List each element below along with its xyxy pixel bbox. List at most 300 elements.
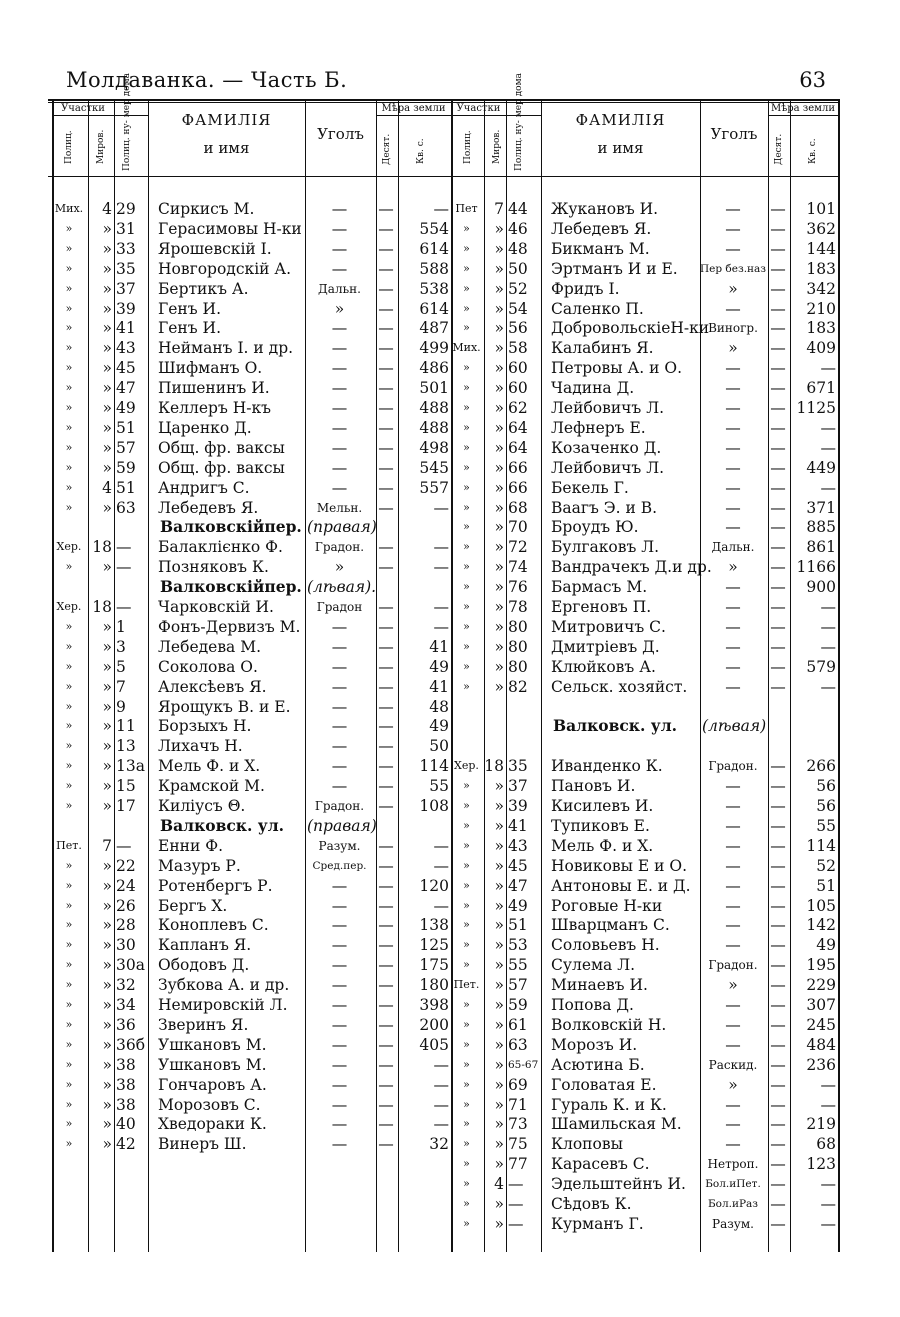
- left-num-cell: 37: [116, 280, 136, 298]
- right-num-cell: 70: [508, 518, 528, 536]
- left-num-cell: 1: [116, 618, 126, 636]
- page-number: 63: [799, 68, 826, 92]
- left-mir-cell: »: [102, 240, 112, 258]
- right-pol-cell: »: [463, 1137, 470, 1150]
- left-pol-cell: »: [65, 321, 73, 334]
- right-mir-cell: »: [494, 220, 504, 238]
- left-num-cell: 57: [116, 439, 136, 457]
- table-row: [0, 995, 900, 1015]
- left-corner-cell: —: [331, 339, 348, 357]
- left-des-cell: —: [378, 797, 394, 815]
- right-header-surname: ФАМИЛІЯ: [575, 111, 666, 129]
- right-num-cell: 77: [508, 1155, 528, 1173]
- right-corner-cell: Бол.иРаз: [707, 1198, 759, 1210]
- right-des-cell: —: [770, 1056, 786, 1074]
- right-num-cell: 68: [508, 499, 528, 517]
- table-row: [0, 657, 900, 677]
- left-corner-cell: Разум.: [318, 839, 361, 853]
- left-des-cell: —: [378, 1096, 394, 1114]
- left-name-cell: Келлеръ Н-къ: [158, 399, 272, 417]
- left-kv-cell: 120: [419, 877, 449, 895]
- right-pol-cell: Пет: [455, 202, 478, 215]
- right-kv-cell: 362: [806, 220, 836, 238]
- left-name-cell: Генъ И.: [158, 300, 221, 318]
- right-corner-cell: —: [725, 797, 741, 815]
- right-kv-cell: —: [820, 1215, 836, 1233]
- left-name-cell: Общ. фр. ваксы: [158, 459, 285, 477]
- right-des-cell: —: [770, 419, 786, 437]
- left-corner-cell: —: [331, 359, 348, 377]
- right-mir-cell: »: [494, 558, 504, 576]
- left-pol-cell: »: [65, 739, 73, 752]
- left-kv-cell: —: [433, 598, 449, 616]
- right-pol-cell: »: [463, 540, 470, 553]
- left-num-cell: 41: [116, 319, 136, 337]
- right-kv-cell: —: [820, 359, 836, 377]
- left-name-cell: Царенко Д.: [158, 419, 252, 437]
- left-kv-cell: 557: [419, 479, 449, 497]
- left-kv-cell: —: [433, 1056, 449, 1074]
- right-num-cell: 57: [508, 976, 528, 994]
- table-row: [0, 756, 900, 776]
- left-name-cell: Фонъ-Дервизъ М.: [158, 618, 301, 636]
- right-pol-cell: »: [463, 302, 470, 315]
- right-corner-cell: Разум.: [712, 1217, 754, 1231]
- right-pol-cell: »: [463, 501, 470, 514]
- right-pol-cell: »: [463, 262, 470, 275]
- left-header-police: Полиц.: [64, 130, 74, 164]
- right-num-cell: 43: [508, 837, 528, 855]
- right-pol-cell: »: [463, 1078, 470, 1091]
- right-kv-cell: 51: [816, 877, 836, 895]
- left-pol-cell: »: [65, 262, 73, 275]
- left-mir-cell: »: [102, 678, 112, 696]
- right-name-cell: Новиковы Е и О.: [551, 857, 688, 875]
- right-name-cell: Бикманъ М.: [551, 240, 650, 258]
- table-row: [0, 338, 900, 358]
- right-pol-cell: »: [463, 1098, 470, 1111]
- right-kv-cell: —: [820, 598, 836, 616]
- table-row: [0, 876, 900, 896]
- right-corner-cell: Дальн.: [711, 540, 755, 554]
- table-row: [0, 1194, 900, 1214]
- right-mir-cell: 7: [494, 200, 504, 218]
- left-kv-cell: 200: [419, 1016, 449, 1034]
- right-street-cell: Валковск. ул.: [553, 716, 678, 735]
- left-corner-cell: —: [331, 1096, 348, 1114]
- right-mir-cell: »: [494, 658, 504, 676]
- right-des-cell: —: [770, 578, 786, 596]
- right-name-cell: Бекель Г.: [551, 479, 629, 497]
- left-name-cell: Немировскій Л.: [158, 996, 288, 1014]
- left-corner-cell: —: [331, 260, 348, 278]
- right-num-cell: 64: [508, 439, 528, 457]
- left-kv-cell: —: [433, 897, 449, 915]
- left-name-cell: Борзыхъ Н.: [158, 717, 252, 735]
- right-pol-cell: »: [463, 1197, 470, 1210]
- left-des-cell: —: [378, 538, 394, 556]
- left-name-cell: Алексѣевъ Я.: [158, 678, 267, 696]
- right-name-cell: Карасевъ С.: [551, 1155, 650, 1173]
- left-name-cell: Общ. фр. ваксы: [158, 439, 285, 457]
- left-name-cell: Винеръ Ш.: [158, 1135, 247, 1153]
- left-num-cell: 3: [116, 638, 126, 656]
- right-name-cell: Ваагъ Э. и В.: [551, 499, 658, 517]
- left-corner-cell: —: [331, 319, 348, 337]
- left-kv-cell: 108: [419, 797, 449, 815]
- left-num-cell: 51: [116, 419, 136, 437]
- right-num-cell: 80: [508, 618, 528, 636]
- right-pol-cell: »: [463, 680, 470, 693]
- right-corner-cell: »: [728, 558, 738, 576]
- left-mir-cell: »: [102, 618, 112, 636]
- right-kv-cell: 56: [816, 797, 836, 815]
- right-mir-cell: »: [494, 439, 504, 457]
- left-mir-cell: »: [102, 996, 112, 1014]
- right-mir-cell: »: [494, 976, 504, 994]
- right-name-cell: Антоновы Е. и Д.: [551, 877, 691, 895]
- right-corner-cell: »: [728, 280, 738, 298]
- right-pol-cell: »: [463, 282, 470, 295]
- table-row: [0, 955, 900, 975]
- right-mir-cell: »: [494, 479, 504, 497]
- left-pol-cell: »: [65, 1078, 73, 1091]
- right-kv-cell: —: [820, 419, 836, 437]
- left-header-surname: ФАМИЛІЯ: [181, 111, 272, 129]
- left-name-cell: Чарковскій И.: [158, 598, 274, 616]
- left-corner-cell: —: [331, 399, 348, 417]
- left-pol-cell: »: [65, 501, 73, 514]
- right-mir-cell: »: [494, 359, 504, 377]
- left-pol-cell: »: [65, 222, 73, 235]
- left-name-cell: Ободовъ Д.: [158, 956, 250, 974]
- right-des-cell: —: [770, 260, 786, 278]
- table-row: [0, 199, 900, 219]
- left-pol-cell: »: [65, 282, 73, 295]
- left-des-cell: —: [378, 598, 394, 616]
- left-pol-cell: »: [65, 1117, 73, 1130]
- right-corner-cell: Нетроп.: [707, 1157, 759, 1171]
- left-des-cell: —: [378, 717, 394, 735]
- right-pol-cell: »: [463, 918, 470, 931]
- right-name-cell: Чадина Д.: [551, 379, 635, 397]
- left-num-cell: 51: [116, 479, 136, 497]
- left-num-cell: 36: [116, 1016, 136, 1034]
- right-name-cell: Ергеновъ П.: [551, 598, 652, 616]
- left-name-cell: Капланъ Я.: [158, 936, 252, 954]
- right-pol-cell: »: [463, 321, 470, 334]
- right-des-cell: —: [770, 678, 786, 696]
- right-kv-cell: 484: [806, 1036, 836, 1054]
- right-des-cell: —: [770, 638, 786, 656]
- table-row: [0, 318, 900, 338]
- left-mir-cell: »: [102, 877, 112, 895]
- right-num-cell: 62: [508, 399, 528, 417]
- right-name-cell: Бармасъ М.: [551, 578, 648, 596]
- right-kv-cell: 68: [816, 1135, 836, 1153]
- left-pol-cell: »: [65, 401, 73, 414]
- right-name-cell: Иванденко К.: [551, 757, 663, 775]
- right-kv-cell: 1125: [796, 399, 836, 417]
- left-name-cell: Ушкановъ М.: [158, 1056, 267, 1074]
- left-des-cell: —: [378, 996, 394, 1014]
- subheader-rule: [768, 115, 838, 116]
- right-corner-cell: —: [725, 678, 741, 696]
- right-pol-cell: »: [463, 441, 470, 454]
- left-kv-cell: 488: [419, 399, 449, 417]
- right-num-cell: 72: [508, 538, 528, 556]
- table-top-rule: [48, 99, 838, 101]
- left-mir-cell: »: [102, 797, 112, 815]
- right-name-cell: Сѣдовъ К.: [551, 1195, 632, 1213]
- left-pol-cell: »: [65, 958, 73, 971]
- right-kv-cell: 56: [816, 777, 836, 795]
- right-des-cell: —: [770, 797, 786, 815]
- left-pol-cell: »: [65, 998, 73, 1011]
- right-kv-cell: —: [820, 1096, 836, 1114]
- right-des-cell: —: [770, 1215, 786, 1233]
- left-pol-cell: »: [65, 441, 73, 454]
- right-des-cell: —: [770, 200, 786, 218]
- left-name-cell: Лихачъ Н.: [158, 737, 243, 755]
- left-num-cell: 17: [116, 797, 136, 815]
- left-header-kv-s: Кв. с.: [416, 138, 426, 164]
- right-header-corner: Уголъ: [710, 125, 758, 143]
- table-row: [0, 438, 900, 458]
- right-kv-cell: —: [820, 1175, 836, 1193]
- right-corner-cell: —: [725, 300, 741, 318]
- subheader-rule: [52, 115, 148, 116]
- right-corner-cell: —: [725, 598, 741, 616]
- left-corner-cell: —: [331, 1056, 348, 1074]
- left-kv-cell: —: [433, 499, 449, 517]
- right-mir-cell: »: [494, 618, 504, 636]
- left-corner-cell: —: [331, 737, 348, 755]
- left-mir-cell: 7: [102, 837, 112, 855]
- left-des-cell: —: [378, 678, 394, 696]
- left-corner-cell: —: [331, 777, 348, 795]
- left-pol-cell: »: [65, 680, 73, 693]
- right-num-cell: 50: [508, 260, 528, 278]
- right-mir-cell: »: [494, 777, 504, 795]
- right-mir-cell: »: [494, 598, 504, 616]
- left-num-cell: 38: [116, 1056, 136, 1074]
- left-corner-cell: (правая): [307, 518, 377, 536]
- left-des-cell: —: [378, 737, 394, 755]
- table-row: [0, 517, 900, 537]
- left-corner-cell: Градон.: [314, 799, 365, 813]
- right-corner-cell: »: [728, 339, 738, 357]
- left-pol-cell: »: [65, 421, 73, 434]
- page-header: [66, 68, 826, 98]
- table-row: [0, 935, 900, 955]
- left-num-cell: 34: [116, 996, 136, 1014]
- left-corner-cell: (лѣвая).: [307, 578, 377, 596]
- right-num-cell: 44: [508, 200, 528, 218]
- right-name-cell: Митровичъ С.: [551, 618, 666, 636]
- table-row: [0, 378, 900, 398]
- left-num-cell: 47: [116, 379, 136, 397]
- right-name-cell: Шамильская М.: [551, 1115, 682, 1133]
- right-num-cell: —: [508, 1175, 524, 1193]
- left-name-cell: Мель Ф. и Х.: [158, 757, 261, 775]
- right-pol-cell: Мих.: [452, 341, 481, 354]
- right-kv-cell: 409: [806, 339, 836, 357]
- left-kv-cell: 49: [429, 658, 449, 676]
- right-corner-cell: —: [725, 1016, 741, 1034]
- left-pol-cell: »: [65, 341, 73, 354]
- table-row: [0, 1114, 900, 1134]
- right-corner-cell: —: [725, 359, 741, 377]
- right-kv-cell: 142: [806, 916, 836, 934]
- left-pol-cell: Хер.: [56, 540, 82, 553]
- right-des-cell: —: [770, 996, 786, 1014]
- table-row: [0, 1035, 900, 1055]
- right-pol-cell: »: [463, 899, 470, 912]
- left-pol-cell: »: [65, 481, 73, 494]
- right-num-cell: 35: [508, 757, 528, 775]
- left-des-cell: —: [378, 916, 394, 934]
- right-num-cell: —: [508, 1215, 524, 1233]
- right-pol-cell: »: [463, 1157, 470, 1170]
- left-name-cell: Лебедева М.: [158, 638, 262, 656]
- left-kv-cell: —: [433, 837, 449, 855]
- left-pol-cell: »: [65, 620, 73, 633]
- right-pol-cell: »: [463, 361, 470, 374]
- left-corner-cell: —: [331, 419, 348, 437]
- left-pol-cell: »: [65, 719, 73, 732]
- table-row: [0, 1214, 900, 1234]
- left-des-cell: —: [378, 698, 394, 716]
- table-row: [0, 697, 900, 717]
- left-des-cell: —: [378, 280, 394, 298]
- right-des-cell: —: [770, 936, 786, 954]
- right-num-cell: 53: [508, 936, 528, 954]
- right-corner-cell: —: [725, 996, 741, 1014]
- right-header-kv-s: Кв. с.: [808, 138, 818, 164]
- left-corner-cell: —: [331, 897, 348, 915]
- right-pol-cell: »: [463, 640, 470, 653]
- right-name-cell: Шварцманъ С.: [551, 916, 670, 934]
- right-num-cell: 73: [508, 1115, 528, 1133]
- left-mir-cell: 4: [102, 200, 112, 218]
- left-num-cell: 35: [116, 260, 136, 278]
- right-des-cell: —: [770, 518, 786, 536]
- right-pol-cell: »: [463, 381, 470, 394]
- right-mir-cell: »: [494, 996, 504, 1014]
- right-name-cell: Лефнеръ Е.: [551, 419, 646, 437]
- right-name-cell: Асютина Б.: [551, 1056, 645, 1074]
- right-des-cell: —: [770, 459, 786, 477]
- table-row: [0, 796, 900, 816]
- left-kv-cell: 398: [419, 996, 449, 1014]
- left-num-cell: —: [116, 598, 132, 616]
- right-corner-cell: Раскид.: [708, 1058, 758, 1072]
- right-corner-cell: (лѣвая): [702, 717, 767, 735]
- right-name-cell: Булгаковъ Л.: [551, 538, 660, 556]
- right-des-cell: —: [770, 1155, 786, 1173]
- left-mir-cell: »: [102, 339, 112, 357]
- left-name-cell: Коноплевъ С.: [158, 916, 269, 934]
- left-kv-cell: 614: [419, 300, 449, 318]
- left-num-cell: 5: [116, 658, 126, 676]
- table-row: [0, 239, 900, 259]
- left-mir-cell: »: [102, 1096, 112, 1114]
- table-row: [0, 577, 900, 597]
- right-des-cell: —: [770, 339, 786, 357]
- right-corner-cell: —: [725, 1036, 741, 1054]
- right-kv-cell: 144: [806, 240, 836, 258]
- right-name-cell: Лейбовичъ Л.: [551, 459, 665, 477]
- table-row: [0, 398, 900, 418]
- right-pol-cell: »: [463, 421, 470, 434]
- left-kv-cell: 545: [419, 459, 449, 477]
- left-kv-cell: 114: [419, 757, 449, 775]
- right-kv-cell: 123: [806, 1155, 836, 1173]
- left-name-cell: Бергъ Х.: [158, 897, 228, 915]
- left-name-cell: Сиркисъ М.: [158, 200, 255, 218]
- table-row: [0, 219, 900, 239]
- right-des-cell: —: [770, 220, 786, 238]
- right-num-cell: 60: [508, 379, 528, 397]
- left-mir-cell: »: [102, 916, 112, 934]
- right-kv-cell: 236: [806, 1056, 836, 1074]
- left-num-cell: 33: [116, 240, 136, 258]
- right-name-cell: Минаевъ И.: [551, 976, 648, 994]
- right-corner-cell: —: [725, 419, 741, 437]
- left-header-and-name: и имя: [203, 139, 250, 157]
- right-pol-cell: »: [463, 1038, 470, 1051]
- table-row: [0, 637, 900, 657]
- right-corner-cell: —: [725, 459, 741, 477]
- left-pol-cell: »: [65, 859, 73, 872]
- left-des-cell: —: [378, 1135, 394, 1153]
- right-pol-cell: »: [463, 580, 470, 593]
- right-num-cell: 75: [508, 1135, 528, 1153]
- right-des-cell: —: [770, 956, 786, 974]
- right-mir-cell: »: [494, 419, 504, 437]
- left-kv-cell: 488: [419, 419, 449, 437]
- right-corner-cell: —: [725, 817, 741, 835]
- right-num-cell: 37: [508, 777, 528, 795]
- right-des-cell: —: [770, 1076, 786, 1094]
- table-row: [0, 1134, 900, 1154]
- table-row: [0, 259, 900, 279]
- left-mir-cell: »: [102, 638, 112, 656]
- left-des-cell: —: [378, 777, 394, 795]
- left-corner-cell: —: [331, 936, 348, 954]
- left-kv-cell: —: [433, 618, 449, 636]
- running-title: Молдаванка. — Часть Б.: [66, 68, 348, 92]
- left-name-cell: Мазуръ Р.: [158, 857, 241, 875]
- right-corner-cell: —: [725, 479, 741, 497]
- right-name-cell: Пановъ И.: [551, 777, 636, 795]
- table-row: [0, 498, 900, 518]
- right-mir-cell: »: [494, 1115, 504, 1133]
- left-des-cell: —: [378, 339, 394, 357]
- right-mir-cell: »: [494, 1096, 504, 1114]
- right-name-cell: Клоповы: [551, 1135, 623, 1153]
- right-name-cell: Саленко П.: [551, 300, 644, 318]
- left-street-cell: Валковскійпер.: [160, 517, 302, 536]
- right-mir-cell: »: [494, 797, 504, 815]
- left-num-cell: 29: [116, 200, 136, 218]
- right-corner-cell: —: [725, 240, 741, 258]
- left-des-cell: —: [378, 837, 394, 855]
- right-num-cell: 74: [508, 558, 528, 576]
- right-des-cell: —: [770, 817, 786, 835]
- left-name-cell: Шифманъ О.: [158, 359, 263, 377]
